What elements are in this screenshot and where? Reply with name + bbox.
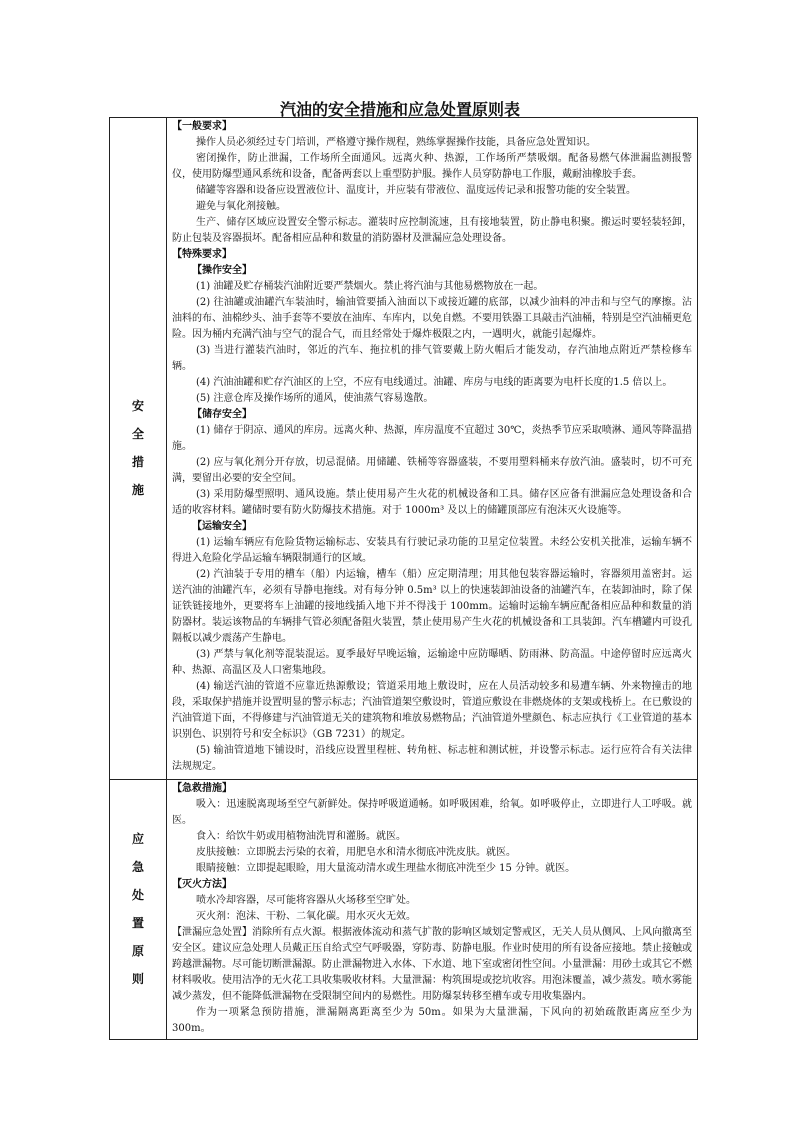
safety-label-char: 安 bbox=[131, 398, 144, 413]
emergency-label-char: 处 bbox=[131, 887, 144, 902]
safety-paragraph: 生产、储存区域应设置安全警示标志。灌装时应控制流速，且有接地装置，防止静电积聚。搬运时要轻装轻卸，防止包装及容器损坏。配备相应品种和数量的消防器材及泄漏应急处理设备。 bbox=[172, 217, 692, 244]
safety-paragraph: (3) 当进行灌装汽油时，邻近的汽车、拖拉机的排气管要戴上防火帽后才能发动，存汽油地点附近严禁检修车辆。 bbox=[172, 345, 692, 372]
safety-paragraph: (4) 汽油油罐和贮存汽油区的上空，不应有电线通过。油罐、库房与电线的距离要为电杆长度的1.5 倍以上。 bbox=[196, 377, 673, 388]
safety-paragraph: (1) 储存于阴凉、通风的库房。远离火种、热源，库房温度不宜超过 30℃，炎热季节应采取喷淋、通风等降温措施。 bbox=[172, 425, 692, 452]
emergency-label-cell bbox=[110, 780, 167, 1040]
safety-paragraph: (3) 采用防爆型照明、通风设施。禁止使用易产生火花的机械设备和工具。储存区应备有泄漏应急处理设备和合适的收容材料。罐储时要有防火防爆技术措施。对于 1000m³ 及以上的储罐顶部应有泡沫灭火设施等。 bbox=[172, 489, 692, 516]
safety-label-cell bbox=[110, 118, 167, 780]
emergency-principles-content bbox=[167, 780, 698, 1040]
safety-paragraph: (2) 汽油装于专用的槽车（船）内运输，槽车（船）应定期清理；用其他包装容器运输时，容器须用盖密封。运送汽油的油罐汽车，必须有导静电拖线。对有每分钟 0.5m³ 以上的快速装卸油设备的油罐汽车，在装卸油时，除了保证铁链接地外，更要将车上油罐的接地线插入地下并不得浅于 100mm。运输时运输车辆应配备相应品种和数量的消防器材。装运该物品的车辆排气管必须配备阻火装置，禁止使用易产生火花的机械设备和工具装卸。汽车槽罐内可设孔隔板以减少震荡产生静电。 bbox=[172, 569, 692, 644]
emergency-row bbox=[110, 780, 698, 1040]
emergency-label-char: 则 bbox=[131, 971, 144, 986]
safety-paragraph: (5) 注意仓库及操作场所的通风，使油蒸气容易逸散。 bbox=[196, 393, 434, 404]
safety-row bbox=[110, 118, 698, 780]
safety-paragraph: 操作人员必须经过专门培训，严格遵守操作规程，熟练掌握操作技能，具备应急处置知识。 bbox=[196, 137, 596, 148]
emergency-paragraph: 吸入：迅速脱离现场至空气新鲜处。保持呼吸道通畅。如呼吸困难，给氧。如呼吸停止，立即进行人工呼吸。就医。 bbox=[172, 799, 692, 826]
safety-paragraph: (1) 油罐及贮存桶装汽油附近要严禁烟火。禁止将汽油与其他易燃物放在一起。 bbox=[196, 281, 544, 292]
emergency-label-char: 急 bbox=[131, 859, 144, 874]
emergency-paragraph: 食入：给饮牛奶或用植物油洗胃和灌肠。就医。 bbox=[196, 831, 406, 842]
safety-paragraph: 【运输安全】 bbox=[192, 521, 252, 532]
safety-paragraph: 【一般要求】 bbox=[172, 121, 232, 132]
safety-label-char: 措 bbox=[131, 454, 144, 469]
safety-paragraph: (1) 运输车辆应有危险货物运输标志、安装具有行驶记录功能的卫星定位装置。未经公安机关批准，运输车辆不得进入危险化学品运输车辆限制通行的区域。 bbox=[172, 537, 692, 564]
safety-paragraph: 【特殊要求】 bbox=[172, 249, 232, 260]
safety-paragraph: 避免与氧化剂接触。 bbox=[196, 201, 286, 212]
emergency-paragraph: 眼睛接触：立即提起眼睑，用大量流动清水或生理盐水彻底冲洗至少 15 分钟。就医。 bbox=[196, 863, 576, 874]
safety-paragraph: (3) 严禁与氧化剂等混装混运。夏季最好早晚运输，运输途中应防曝晒、防雨淋、防高温。中途停留时应远离火种、热源、高温区及人口密集地段。 bbox=[172, 649, 692, 676]
safety-emergency-table bbox=[109, 117, 698, 1040]
safety-label-char: 全 bbox=[131, 426, 144, 441]
safety-paragraph: (2) 往油罐或油罐汽车装油时，输油管要插入油面以下或接近罐的底部，以减少油料的冲击和与空气的摩擦。沾油料的布、油棉纱头、油手套等不要放在油库、车库内，以免自燃。不要用铁器工具敲击汽油桶，特别是空汽油桶更危险。因为桶内充满汽油与空气的混合气，而且经常处于爆炸极限之内，一遇明火，就能引起爆炸。 bbox=[172, 297, 692, 340]
safety-paragraph: 【操作安全】 bbox=[192, 265, 252, 276]
emergency-paragraph: 【急救措施】 bbox=[172, 783, 232, 794]
safety-paragraph: 储罐等容器和设备应设置液位计、温度计，并应装有带液位、温度远传记录和报警功能的安全装置。 bbox=[196, 185, 636, 196]
safety-paragraph: (5) 输油管道地下铺设时，沿线应设置里程桩、转角桩、标志桩和测试桩，并设警示标志。运行应符合有关法律法规规定。 bbox=[172, 745, 692, 772]
emergency-paragraph: 作为一项紧急预防措施，泄漏隔离距离至少为 50m。如果为大量泄漏，下风向的初始疏散距离应至少为 300m。 bbox=[172, 1007, 692, 1034]
emergency-label-char: 置 bbox=[131, 915, 144, 930]
emergency-principles-label bbox=[132, 833, 144, 985]
safety-paragraph: (4) 输送汽油的管道不应靠近热源敷设；管道采用地上敷设时，应在人员活动较多和易遭车辆、外来物撞击的地段，采取保护措施并设置明显的警示标志；汽油管道架空敷设时，管道应敷设在非燃烧体的支架或栈桥上。在已敷设的汽油管道下面，不得修建与汽油管道无关的建筑物和堆放易燃物品；汽油管道外壁颜色、标志应执行《工业管道的基本识别色、识别符号和安全标识》（GB 7231）的规定。 bbox=[172, 681, 692, 740]
emergency-paragraph: 【泄漏应急处置】消除所有点火源。根据液体流动和蒸气扩散的影响区域划定警戒区，无关人员从侧风、上风向撤离至安全区。建议应急处理人员戴正压自给式空气呼吸器，穿防毒、防静电服。作业时使用的所有设备应接地。禁止接触或跨越泄漏物。尽可能切断泄漏源。防止泄漏物进入水体、下水道、地下室或密闭性空间。小量泄漏：用砂土或其它不燃材料吸收。使用洁净的无火花工具收集吸收材料。大量泄漏：构筑围堤或挖坑收容。用泡沫覆盖，减少蒸发。喷水雾能减少蒸发，但不能降低泄漏物在受限制空间内的易燃性。用防爆泵转移至槽车或专用收集器内。 bbox=[172, 927, 692, 1002]
safety-label-char: 施 bbox=[131, 482, 144, 497]
page-title: 汽油的安全措施和应急处置原则表 bbox=[279, 100, 520, 119]
emergency-paragraph: 喷水冷却容器，尽可能将容器从火场移至空旷处。 bbox=[196, 895, 416, 906]
emergency-paragraph: 【灭火方法】 bbox=[172, 879, 232, 890]
emergency-paragraph: 皮肤接触：立即脱去污染的衣着，用肥皂水和清水彻底冲洗皮肤。就医。 bbox=[196, 847, 516, 858]
emergency-label-char: 原 bbox=[131, 943, 144, 958]
emergency-label-char: 应 bbox=[131, 831, 144, 846]
safety-paragraph: (2) 应与氧化剂分开存放，切忌混储。用储罐、铁桶等容器盛装，不要用塑料桶来存放汽油。盛装时，切不可充满，要留出必要的安全空间。 bbox=[172, 457, 692, 484]
safety-paragraph: 【储存安全】 bbox=[192, 409, 252, 420]
safety-paragraph: 密闭操作，防止泄漏，工作场所全面通风。远离火种、热源，工作场所严禁吸烟。配备易燃气体泄漏监测报警仪，使用防爆型通风系统和设备，配备两套以上重型防护服。操作人员穿防静电工作服，戴耐油橡胶手套。 bbox=[172, 153, 692, 180]
safety-measures-content bbox=[167, 118, 698, 780]
emergency-paragraph: 灭火剂：泡沫、干粉、二氧化碳。用水灭火无效。 bbox=[196, 911, 416, 922]
safety-measures-label bbox=[132, 400, 144, 496]
